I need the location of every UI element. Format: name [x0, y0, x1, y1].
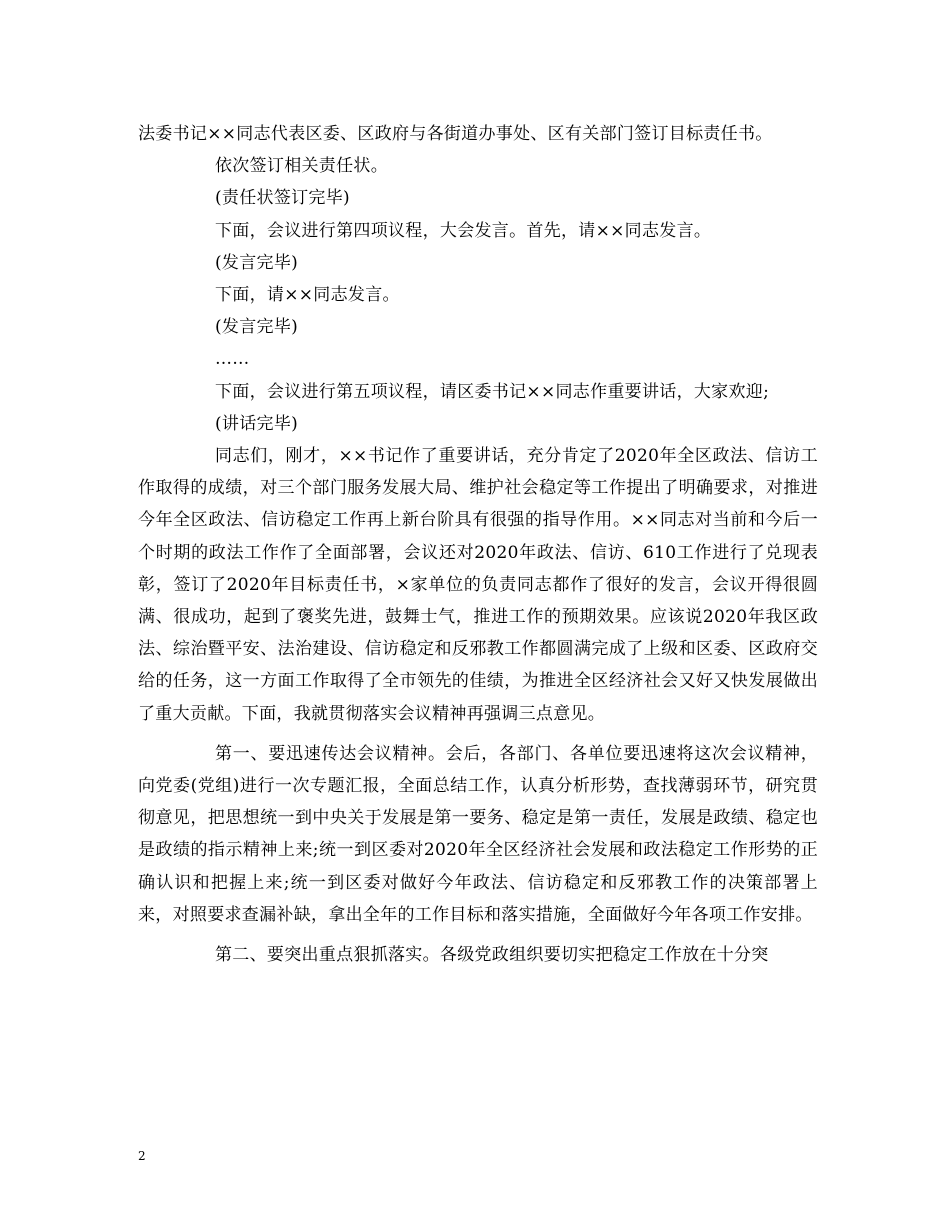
document-body	[138, 118, 818, 971]
paragraph-agenda-five: 下面，会议进行第五项议程，请区委书记××同志作重要讲话，大家欢迎;	[215, 381, 770, 402]
paragraph-ellipsis: ……	[215, 349, 250, 370]
paragraph-speech-done-1: (发言完毕)	[215, 252, 299, 273]
paragraph-next-speaker: 下面，请××同志发言。	[215, 285, 400, 306]
paragraph-signing-done: (责任状签订完毕)	[215, 188, 350, 209]
paragraph-point-one: 第一、要迅速传达会议精神。会后，各部门、各单位要迅速将这次会议精神，向党委(党组)进行一次专题汇报，全面总结工作，认真分析形势，查找薄弱环节，研究贯彻意见，把思想统一到中央关于发展是第一要务、稳定是第一责任，发展是政绩、稳定也是政绩的指示精神上来;统一到区委对2020年全区经济社会发展和政法稳定工作形势的正确认识和把握上来;统一到区委对做好今年政法、信访稳定和反邪教工作的决策部署上来，对照要求查漏补缺，拿出全年的工作目标和落实措施，全面做好今年各项工作安排。	[138, 743, 818, 925]
paragraph-continuation: 法委书记××同志代表区委、区政府与各街道办事处、区有关部门签订目标责任书。	[138, 124, 773, 144]
paragraph-talk-done: (讲话完毕)	[215, 413, 299, 434]
paragraph-speech-done-2: (发言完毕)	[215, 317, 299, 338]
paragraph-point-two: 第二、要突出重点狠抓落实。各级党政组织要切实把稳定工作放在十分突	[215, 945, 769, 966]
page-number: 2	[138, 1149, 146, 1163]
paragraph-agenda-four: 下面，会议进行第四项议程，大会发言。首先，请××同志发言。	[215, 220, 712, 241]
paragraph-summary: 同志们，刚才，××书记作了重要讲话，充分肯定了2020年全区政法、信访工作取得的成绩，对三个部门服务发展大局、维护社会稳定等工作提出了明确要求，对推进今年全区政法、信访稳定工作再上新台阶具有很强的指导作用。××同志对当前和今后一个时期的政法工作作了全面部署，会议还对2020年政法、信访、610工作进行了兑现表彰，签订了2020年目标责任书，×家单位的负责同志都作了很好的发言，会议开得很圆满、很成功，起到了褒奖先进，鼓舞士气，推进工作的预期效果。应该说2020年我区政法、综治暨平安、法治建设、信访稳定和反邪教工作都圆满完成了上级和区委、区政府交给的任务，这一方面工作取得了全市领先的佳绩，为推进全区经济社会又好又快发展做出了重大贡献。下面，我就贯彻落实会议精神再强调三点意见。	[138, 446, 818, 724]
paragraph-sign-responsibility: 依次签订相关责任状。	[215, 156, 388, 177]
